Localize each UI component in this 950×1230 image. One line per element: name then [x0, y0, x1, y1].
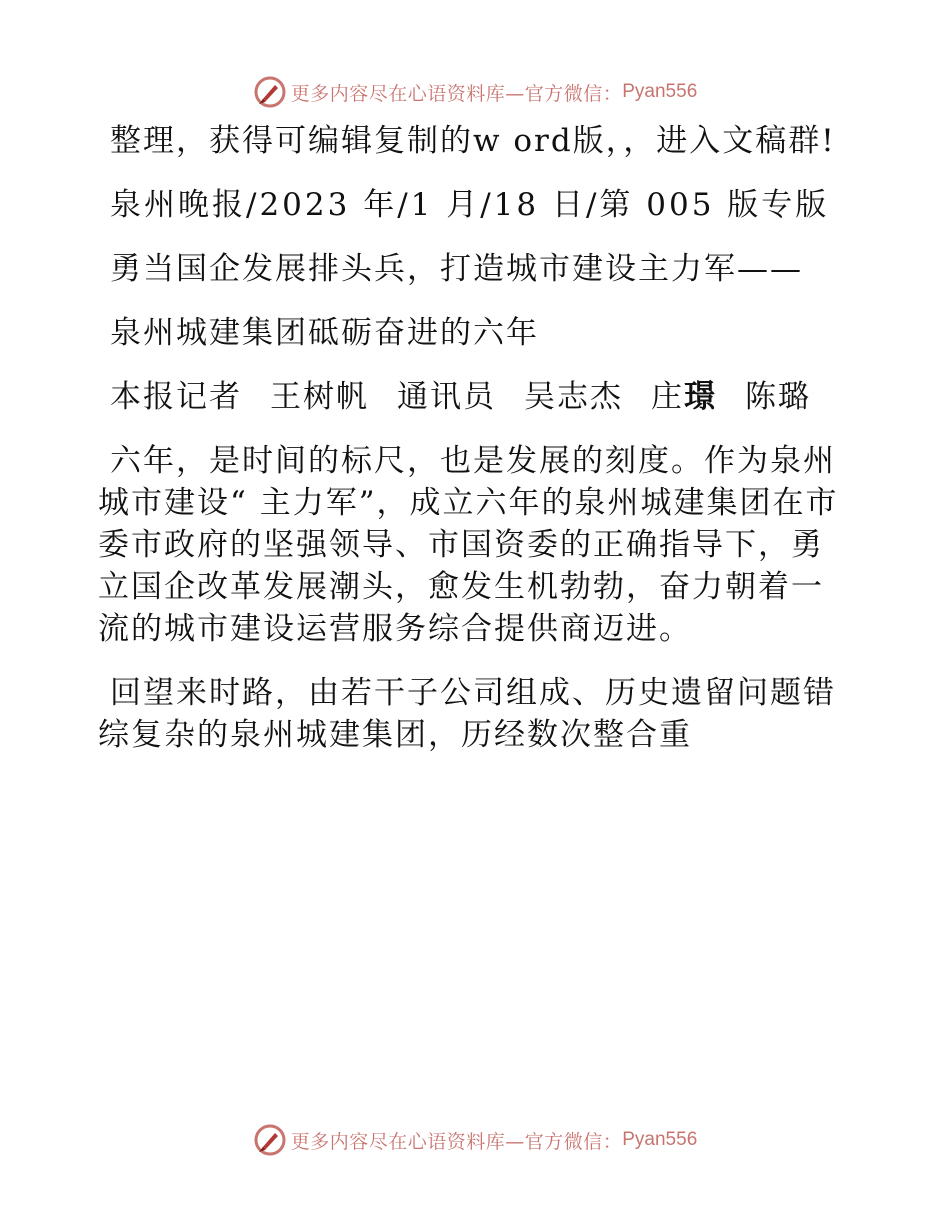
pen-logo-icon	[253, 75, 287, 109]
correspondent-name-2-part-b: 璟	[684, 379, 717, 415]
subheadline: 泉州城建集团砥砺奋进的六年	[110, 315, 539, 351]
footer-watermark	[0, 1120, 950, 1160]
header-watermark	[0, 72, 950, 112]
reporter-name: 王树帆	[270, 379, 369, 415]
correspondent-label: 通讯员	[397, 379, 496, 415]
byline	[98, 376, 850, 418]
source-line: 泉州晚报/2023 年/1 月/18 日/第 005 版专版	[110, 187, 830, 223]
correspondent-name-1: 吴志杰	[524, 379, 623, 415]
watermark-wechat-id: Pyan556	[622, 1129, 698, 1150]
reporter-label: 本报记者	[110, 379, 242, 415]
intro-paragraph: 整理，获得可编辑复制的w ord版，，进入文稿群!	[110, 123, 836, 159]
correspondent-name-3: 陈璐	[745, 379, 811, 415]
watermark-text: 更多内容尽在心语资料库—官方微信：	[290, 1130, 623, 1153]
correspondent-name-2-part-a: 庄	[651, 379, 684, 415]
body-paragraph-2: 回望来时路，由若干子公司组成、历史遗留问题错综复杂的泉州城建集团，历经数次整合重	[98, 675, 836, 753]
pen-logo-icon	[253, 1123, 287, 1157]
document-body	[98, 120, 850, 778]
watermark-text: 更多内容尽在心语资料库—官方微信：	[290, 82, 623, 105]
watermark-wechat-id: Pyan556	[622, 81, 698, 102]
body-paragraph-1: 六年，是时间的标尺，也是发展的刻度。作为泉州城市建设“ 主力军”，成立六年的泉州城建集团在市委市政府的坚强领导、市国资委的正确指导下，勇立国企改革发展潮头，愈发生机勃勃，奋力朝着一流的城市建设运营服务综合提供商迈进。	[98, 443, 839, 647]
headline: 勇当国企发展排头兵，打造城市建设主力军——	[110, 251, 803, 287]
